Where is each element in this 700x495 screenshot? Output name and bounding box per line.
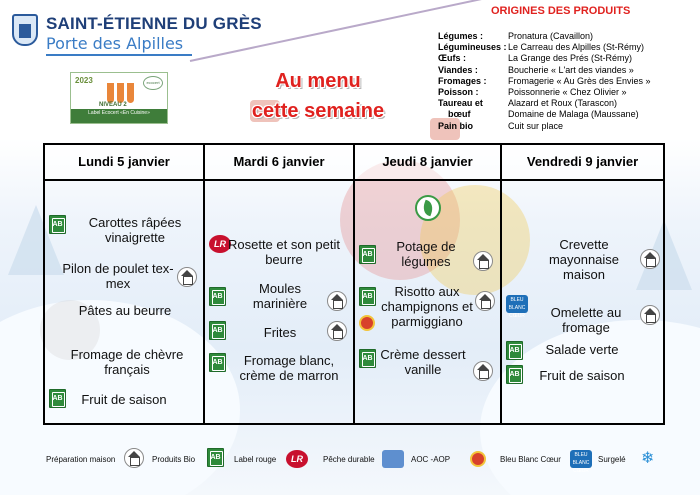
legend-label: Surgelé [598, 455, 626, 464]
day-heading: Vendredi 9 janvier [502, 145, 663, 181]
dish-item: Crevette mayonnaise maison [548, 237, 620, 282]
frozen-snowflake-icon: ❄ [641, 448, 655, 467]
day-column-friday [502, 145, 663, 423]
origin-category: Poisson : [438, 87, 479, 98]
home-made-icon [327, 321, 347, 341]
weekly-menu-table [43, 143, 665, 425]
origin-category: Viandes : [438, 64, 478, 75]
origin-row [438, 98, 651, 109]
town-name: SAINT-ÉTIENNE DU GRÈS [46, 14, 262, 33]
logo-underline [46, 54, 192, 56]
bleu-blanc-coeur-icon: BLEU BLANC CŒUR [506, 295, 528, 313]
origin-category: Légumineuses : [438, 42, 507, 53]
dish-item: Potage de légumes [396, 239, 456, 269]
origin-value: Cuit sur place [508, 120, 564, 131]
day-heading: Jeudi 8 janvier [355, 145, 500, 181]
dish-item: Pilon de poulet tex-mex [62, 261, 174, 291]
day-heading: Lundi 5 janvier [45, 145, 203, 181]
carrot-icon [107, 83, 114, 103]
origin-row [438, 109, 651, 120]
origin-value: Boucherie « L'art des viandes » [508, 64, 634, 75]
origin-category: Taureau et [438, 98, 483, 109]
dish-item: Salade verte [545, 342, 619, 357]
home-made-icon [475, 291, 495, 311]
origin-row [438, 76, 651, 87]
label-rouge-icon: LR [286, 450, 308, 468]
carrot-icon [127, 83, 134, 103]
sustainable-fishing-icon [382, 450, 404, 468]
sustainable-fishing-icon [415, 195, 441, 221]
home-made-icon [177, 267, 197, 287]
origin-row [438, 42, 651, 53]
legend-label: Label rouge [234, 455, 277, 464]
origin-category: bœuf [448, 109, 471, 120]
legend-label: Pêche durable [323, 455, 375, 464]
organic-ab-icon: AB [49, 215, 66, 234]
day-column-tuesday [205, 145, 355, 423]
origin-row [438, 53, 651, 64]
bleu-blanc-coeur-icon: BLEU BLANC CŒUR [570, 450, 592, 468]
home-made-icon [327, 291, 347, 311]
organic-ab-icon: AB [359, 287, 376, 306]
dish-item: Carottes râpées vinaigrette [88, 215, 182, 245]
origins-title: ORIGINES DES PRODUITS [491, 5, 631, 17]
origin-row [438, 65, 651, 76]
dish-item: Rosette et son petit beurre [227, 237, 340, 267]
dish-item: Crème dessert vanille [380, 347, 466, 377]
dish-item: Fromage blanc, crème de marron [239, 353, 339, 383]
dish-item: Fruit de saison [81, 392, 167, 407]
origin-category: Pain bio [438, 120, 474, 131]
dish-item: Frites [263, 325, 297, 340]
aoc-aop-icon [470, 451, 486, 467]
organic-ab-icon: AB [49, 389, 66, 408]
dish-item: Fruit de saison [539, 368, 625, 383]
organic-ab-icon: AB [506, 341, 523, 360]
title-line-1: Au menu [275, 70, 361, 92]
origin-row [438, 121, 651, 132]
organic-ab-icon: AB [209, 321, 226, 340]
dish-item: Omelette au fromage [550, 305, 622, 335]
origin-value: Fromagerie « Au Grès des Envies » [508, 75, 651, 86]
label-rouge-icon: LR [209, 235, 231, 253]
dish-item: Moules marinière [252, 281, 308, 311]
origin-value: Alazard et Roux (Tarascon) [508, 98, 618, 109]
dish-item: Risotto aux champignons et parmiggiano [381, 284, 473, 329]
label-year: 2023 [75, 76, 93, 85]
home-made-icon [640, 305, 660, 325]
origins-list [438, 31, 651, 132]
organic-ab-icon: AB [359, 245, 376, 264]
home-made-icon [473, 251, 493, 271]
day-heading: Mardi 6 janvier [205, 145, 353, 181]
title-line-2: cette semaine [251, 100, 385, 122]
home-made-icon [124, 448, 144, 468]
page-title [218, 66, 418, 126]
organic-ab-icon: AB [209, 353, 226, 372]
legend-label: Préparation maison [46, 455, 116, 464]
dish-item: Fromage de chèvre français [70, 347, 184, 377]
town-tagline: Porte des Alpilles [46, 34, 184, 53]
legend-label: Produits Bio [152, 455, 196, 464]
origin-category: Œufs : [438, 53, 466, 64]
home-made-icon [473, 361, 493, 381]
dish-item: Pâtes au beurre [78, 303, 172, 318]
legend [0, 442, 700, 476]
ecocert-stamp-icon: ecocert [143, 76, 163, 90]
origin-row [438, 31, 651, 42]
origin-value: Poissonnerie « Chez Olivier » [508, 87, 627, 98]
origin-category: Légumes : [438, 31, 484, 41]
organic-ab-icon: AB [506, 365, 523, 384]
origin-value: La Grange des Prés (St-Rémy) [508, 53, 633, 64]
day-column-thursday [355, 145, 502, 423]
label-level: NIVEAU 2 [99, 102, 127, 108]
origin-value: Le Carreau des Alpilles (St-Rémy) [508, 42, 645, 53]
organic-ab-icon: AB [207, 448, 224, 467]
organic-ab-icon: AB [209, 287, 226, 306]
origin-category: Fromages : [438, 75, 487, 86]
legend-label: Bleu Blanc Cœur [500, 455, 561, 464]
town-crest-icon [12, 14, 38, 46]
ecocert-label [70, 72, 168, 124]
day-column-monday [45, 145, 205, 423]
home-made-icon [640, 249, 660, 269]
carrot-icon [117, 83, 124, 103]
legend-label: AOC -AOP [411, 455, 451, 464]
origin-row [438, 87, 651, 98]
origin-value: Domaine de Malaga (Maussane) [508, 109, 639, 120]
origin-value: Pronatura (Cavaillon) [508, 31, 594, 41]
label-band: Label Ecocert «En Cuisine» [71, 109, 167, 123]
organic-ab-icon: AB [359, 349, 376, 368]
